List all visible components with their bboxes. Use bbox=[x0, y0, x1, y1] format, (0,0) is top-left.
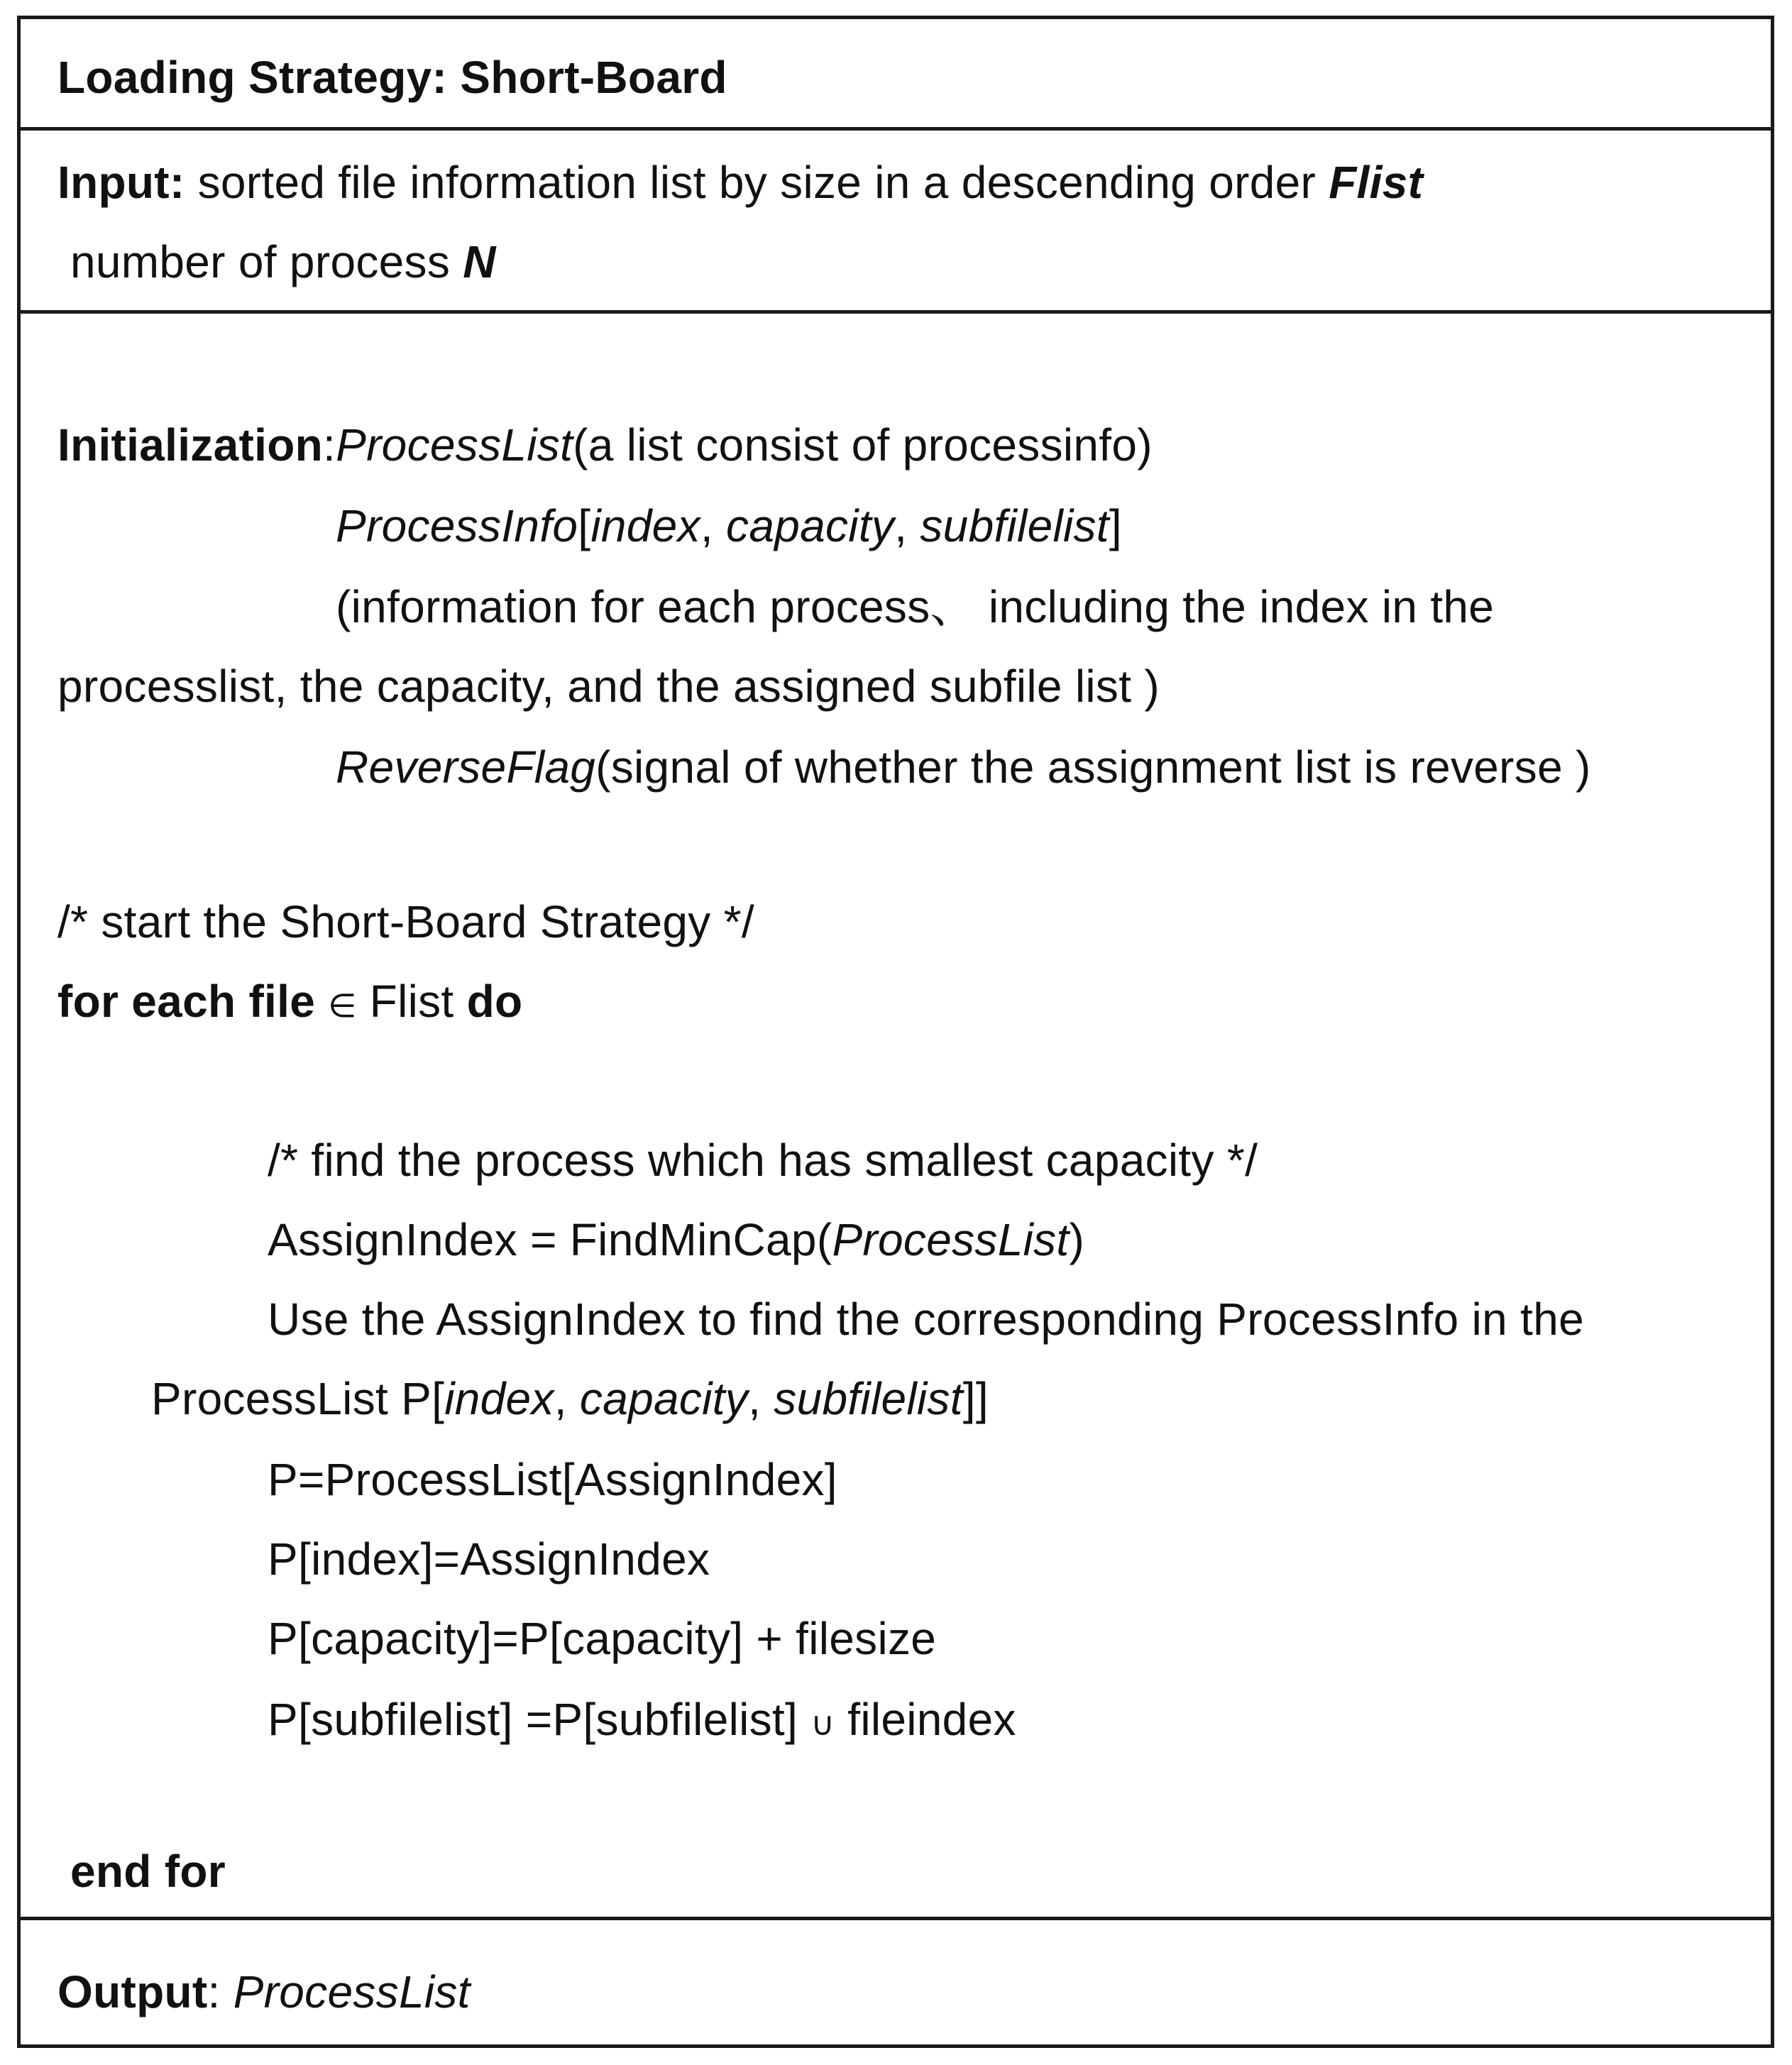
comment-start-strategy: /* start the Short-Board Strategy */ bbox=[57, 896, 754, 947]
end-for-keyword: end for bbox=[70, 1846, 226, 1897]
output-colon: : bbox=[207, 1966, 233, 2017]
input-line-1 bbox=[57, 157, 1424, 208]
input-text-1: sorted file information list by size in a descending order bbox=[185, 157, 1329, 208]
process-info-index: index bbox=[590, 500, 700, 551]
output-line bbox=[57, 1966, 471, 2017]
process-info-bracket-open: [ bbox=[578, 500, 591, 551]
use-comma-2: , bbox=[748, 1373, 774, 1424]
element-of-symbol: ∈ bbox=[328, 986, 357, 1025]
for-flist: Flist bbox=[356, 976, 467, 1027]
use-capacity: capacity bbox=[579, 1373, 749, 1424]
input-label: Input: bbox=[57, 157, 185, 208]
input-divider bbox=[21, 310, 1771, 314]
use-suffix: ]] bbox=[962, 1373, 989, 1424]
do-keyword: do bbox=[466, 976, 523, 1027]
init-colon: : bbox=[322, 419, 336, 470]
assign-suffix: ) bbox=[1069, 1214, 1085, 1265]
assign-index-line bbox=[268, 1214, 1085, 1265]
reverse-flag-desc: (signal of whether the assignment list is reverse ) bbox=[595, 742, 1591, 793]
comment-find-process: /* find the process which has smallest capacity */ bbox=[268, 1135, 1258, 1186]
use-line-1: Use the AssignIndex to find the corresponding ProcessInfo in the bbox=[268, 1294, 1584, 1345]
output-label: Output bbox=[57, 1966, 208, 2017]
use-line-2 bbox=[151, 1373, 989, 1424]
subfile-prefix: P[subfilelist] =P[subfilelist] bbox=[268, 1694, 811, 1745]
input-line-2 bbox=[70, 236, 496, 287]
for-line bbox=[57, 976, 523, 1028]
process-info-bracket-close: ] bbox=[1109, 500, 1122, 551]
header-divider bbox=[21, 127, 1771, 131]
process-info-subfilelist: subfilelist bbox=[920, 500, 1109, 551]
stmt-assign-p: P=ProcessList[AssignIndex] bbox=[268, 1454, 837, 1505]
reverse-flag-line bbox=[336, 742, 1591, 793]
stmt-update-capacity: P[capacity]=P[capacity] + filesize bbox=[268, 1613, 937, 1664]
info-desc-line-1: (information for each process、 including the index in the bbox=[336, 581, 1495, 632]
assign-prefix: AssignIndex = FindMinCap( bbox=[268, 1214, 832, 1265]
input-var-n: N bbox=[463, 236, 496, 287]
subfile-suffix: fileindex bbox=[835, 1694, 1016, 1745]
input-text-2: number of process bbox=[70, 236, 463, 287]
use-prefix: ProcessList P[ bbox=[151, 1373, 445, 1424]
stmt-update-subfilelist bbox=[268, 1694, 1016, 1746]
info-desc-line-2: processlist, the capacity, and the assigned subfile list ) bbox=[57, 661, 1160, 712]
process-info-comma-2: , bbox=[894, 500, 920, 551]
algorithm-box bbox=[17, 16, 1774, 2048]
output-value: ProcessList bbox=[233, 1966, 471, 2017]
init-line bbox=[57, 419, 1153, 470]
init-process-list-desc: (a list consist of processinfo) bbox=[573, 419, 1153, 470]
process-info-comma-1: , bbox=[700, 500, 727, 551]
algorithm-title: Loading Strategy: Short-Board bbox=[57, 52, 727, 103]
for-keyword: for each file bbox=[57, 976, 316, 1027]
process-info-name: ProcessInfo bbox=[336, 500, 578, 551]
process-info-capacity: capacity bbox=[726, 500, 895, 551]
stmt-assign-index: P[index]=AssignIndex bbox=[268, 1533, 710, 1585]
reverse-flag-name: ReverseFlag bbox=[336, 742, 596, 793]
process-info-line bbox=[336, 500, 1122, 551]
use-index: index bbox=[444, 1373, 554, 1424]
use-subfilelist: subfilelist bbox=[774, 1373, 963, 1424]
init-process-list: ProcessList bbox=[336, 419, 573, 470]
assign-arg: ProcessList bbox=[832, 1214, 1070, 1265]
input-var-flist: Flist bbox=[1329, 157, 1424, 208]
init-label: Initialization bbox=[57, 419, 323, 470]
use-comma-1: , bbox=[554, 1373, 580, 1424]
union-symbol: ∪ bbox=[810, 1705, 835, 1743]
output-divider bbox=[21, 1917, 1771, 1920]
